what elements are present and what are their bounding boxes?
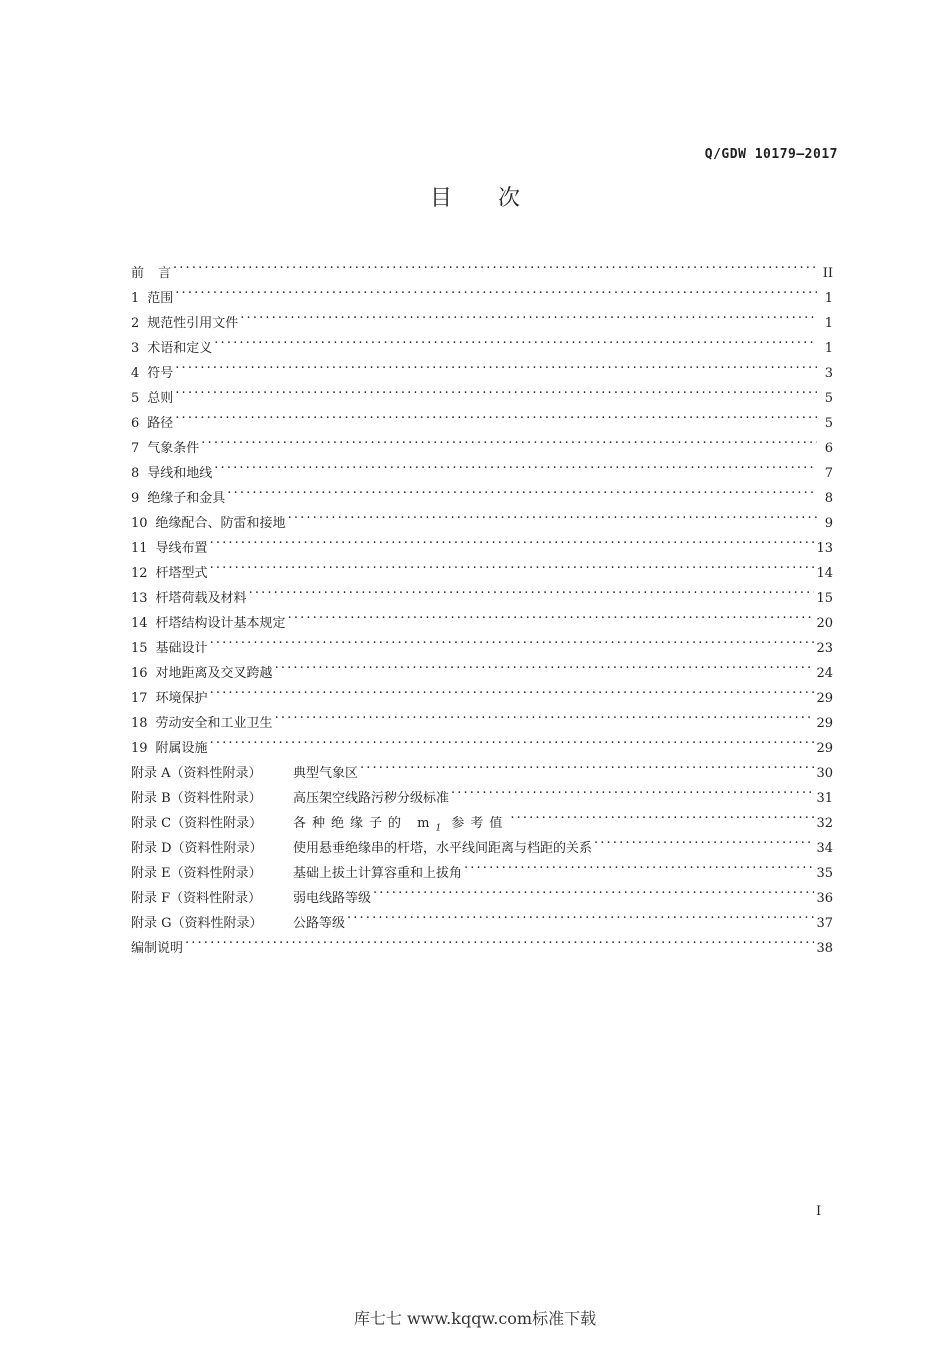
toc-number: 5	[131, 391, 140, 406]
toc-number: 前	[131, 266, 145, 281]
toc-page-number: 3	[824, 366, 833, 381]
appendix-tag: 附录 G（资料性附录）	[131, 916, 263, 931]
toc-leader	[227, 477, 817, 502]
appendix-tag: 附录 B（资料性附录）	[131, 791, 262, 806]
toc-label: 杆塔型式	[155, 566, 208, 581]
toc-label: 术语和定义	[147, 341, 213, 356]
toc-label: 附属设施	[155, 741, 208, 756]
toc-leader	[175, 352, 817, 377]
toc-number: 7	[131, 441, 140, 456]
toc-page-number: 9	[824, 516, 833, 531]
toc-page-number: 23	[816, 641, 833, 656]
toc-leader	[214, 327, 817, 352]
toc-number: 10	[131, 516, 148, 531]
standard-code: Q/GDW 10179—2017	[704, 147, 838, 162]
toc-page-number: II	[822, 266, 833, 281]
toc-label: 环境保护	[155, 691, 208, 706]
toc-leader	[347, 902, 814, 927]
toc-leader	[249, 577, 815, 602]
appendix-tag: 附录 A（资料性附录）	[131, 766, 262, 781]
toc-page-number: 8	[824, 491, 833, 506]
toc-leader	[240, 302, 817, 327]
toc-leader	[175, 277, 817, 302]
toc-label: 编制说明	[131, 941, 184, 956]
toc-number: 4	[131, 366, 140, 381]
toc-number: 8	[131, 466, 140, 481]
toc-page-number: 32	[816, 816, 833, 831]
toc-label: 杆塔结构设计基本规定	[155, 616, 286, 631]
toc-number: 2	[131, 316, 140, 331]
toc-number: 13	[131, 591, 148, 606]
toc-number: 19	[131, 741, 148, 756]
appendix-tag: 附录 F（资料性附录）	[131, 891, 262, 906]
toc-label-main: 各种绝缘子的 m	[293, 816, 436, 831]
toc-label: 规范性引用文件	[147, 316, 239, 331]
toc-number: 1	[131, 291, 140, 306]
toc-page-number: 1	[824, 341, 833, 356]
toc-number: 9	[131, 491, 140, 506]
toc-number: 3	[131, 341, 140, 356]
toc-page-number: 13	[816, 541, 833, 556]
toc-label: 符号	[147, 366, 174, 381]
toc-page-number: 30	[816, 766, 833, 781]
toc-label: 总则	[147, 391, 174, 406]
toc-row-10[interactable]	[131, 502, 833, 531]
toc-leader	[214, 452, 817, 477]
toc-label: 典型气象区	[293, 766, 359, 781]
toc-row-8[interactable]	[131, 452, 833, 481]
page-number: I	[816, 1204, 822, 1219]
toc-row-18[interactable]	[131, 702, 833, 731]
toc-label: 高压架空线路污秽分级标准	[293, 791, 450, 806]
toc-row-17[interactable]	[131, 677, 833, 706]
toc-page-number: 37	[816, 916, 833, 931]
toc-row-13[interactable]	[131, 577, 833, 606]
toc-row-3[interactable]	[131, 327, 833, 356]
appendix-tag: 附录 D（资料性附录）	[131, 841, 263, 856]
toc-page-number: 24	[816, 666, 833, 681]
toc-label: 范围	[147, 291, 174, 306]
toc-row-11[interactable]	[131, 527, 833, 556]
toc-row-4[interactable]	[131, 352, 833, 381]
toc-row-12[interactable]	[131, 552, 833, 581]
toc-number: 11	[131, 541, 148, 556]
toc-label: 路径	[147, 416, 174, 431]
toc-leader	[201, 427, 817, 452]
toc-row-foreword[interactable]	[131, 252, 833, 281]
toc-row-15[interactable]	[131, 627, 833, 656]
toc-label: 基础上拔土计算容重和上拔角	[293, 866, 463, 881]
toc-label: 导线布置	[155, 541, 208, 556]
toc-number: 6	[131, 416, 140, 431]
toc-row-compilation-notes[interactable]	[131, 927, 833, 956]
toc-row-1[interactable]	[131, 277, 833, 306]
toc-label: 绝缘子和金具	[147, 491, 226, 506]
toc-leader	[288, 602, 815, 627]
toc-page-number: 14	[816, 566, 833, 581]
toc-row-16[interactable]	[131, 652, 833, 681]
toc-leader	[451, 777, 814, 802]
page-title: 目次	[429, 186, 566, 211]
toc-leader	[275, 652, 815, 677]
toc-page-number: 15	[816, 591, 833, 606]
toc-leader	[510, 802, 814, 827]
toc-row-appendix-a[interactable]	[131, 752, 833, 781]
toc-row-5[interactable]	[131, 377, 833, 406]
toc-page-number: 36	[816, 891, 833, 906]
toc-page-number: 6	[824, 441, 833, 456]
toc-label: 对地距离及交叉跨越	[155, 666, 273, 681]
appendix-tag: 附录 E（资料性附录）	[131, 866, 262, 881]
toc-number: 16	[131, 666, 148, 681]
toc-number: 18	[131, 716, 148, 731]
toc-label-tail: 参考值	[441, 816, 509, 831]
toc-leader	[210, 727, 815, 752]
toc-page-number: 5	[824, 391, 833, 406]
toc-page-number: 34	[816, 841, 833, 856]
toc-page-number: 7	[824, 466, 833, 481]
toc-number: 12	[131, 566, 148, 581]
toc-leader	[373, 877, 814, 902]
toc-page-number: 35	[816, 866, 833, 881]
toc-leader	[185, 927, 814, 952]
toc-page-number: 38	[816, 941, 833, 956]
toc-page-number: 31	[816, 791, 833, 806]
toc-label: 基础设计	[155, 641, 208, 656]
toc-leader	[464, 852, 814, 877]
toc-label: 言	[158, 266, 172, 281]
toc-leader	[210, 527, 815, 552]
toc-number: 15	[131, 641, 148, 656]
toc-row-19[interactable]	[131, 727, 833, 756]
toc-label: 劳动安全和工业卫生	[155, 716, 273, 731]
toc-page-number: 29	[816, 691, 833, 706]
toc-label: 杆塔荷载及材料	[155, 591, 247, 606]
toc-row-7[interactable]	[131, 427, 833, 456]
appendix-tag: 附录 C（资料性附录）	[131, 816, 263, 831]
toc-label: 气象条件	[147, 441, 200, 456]
toc-leader	[275, 702, 815, 727]
toc-label: 公路等级	[293, 916, 346, 931]
toc-leader	[210, 627, 815, 652]
table-of-contents	[131, 252, 833, 956]
toc-page-number: 5	[824, 416, 833, 431]
toc-label: 绝缘配合、防雷和接地	[155, 516, 286, 531]
toc-row-6[interactable]	[131, 402, 833, 431]
toc-leader	[360, 752, 814, 777]
toc-leader	[175, 402, 817, 427]
toc-label: 使用悬垂绝缘串的杆塔，水平线间距离与档距的关系	[293, 841, 593, 856]
toc-leader	[210, 677, 815, 702]
toc-leader	[210, 552, 815, 577]
toc-label: 导线和地线	[147, 466, 213, 481]
watermark-text: 库七七 www.kqqw.com标准下载	[353, 1309, 597, 1328]
toc-page-number: 20	[816, 616, 833, 631]
toc-row-2[interactable]	[131, 302, 833, 331]
toc-page-number: 29	[816, 716, 833, 731]
toc-leader	[288, 502, 817, 527]
toc-page-number: 29	[816, 741, 833, 756]
toc-leader	[594, 827, 814, 852]
toc-leader	[175, 377, 817, 402]
toc-label-subscript: 1	[435, 823, 442, 834]
toc-row-9[interactable]	[131, 477, 833, 506]
toc-number: 17	[131, 691, 148, 706]
toc-page-number: 1	[824, 316, 833, 331]
toc-page-number: 1	[824, 291, 833, 306]
toc-label: 弱电线路等级	[293, 891, 372, 906]
toc-leader	[173, 252, 817, 277]
toc-number: 14	[131, 616, 148, 631]
